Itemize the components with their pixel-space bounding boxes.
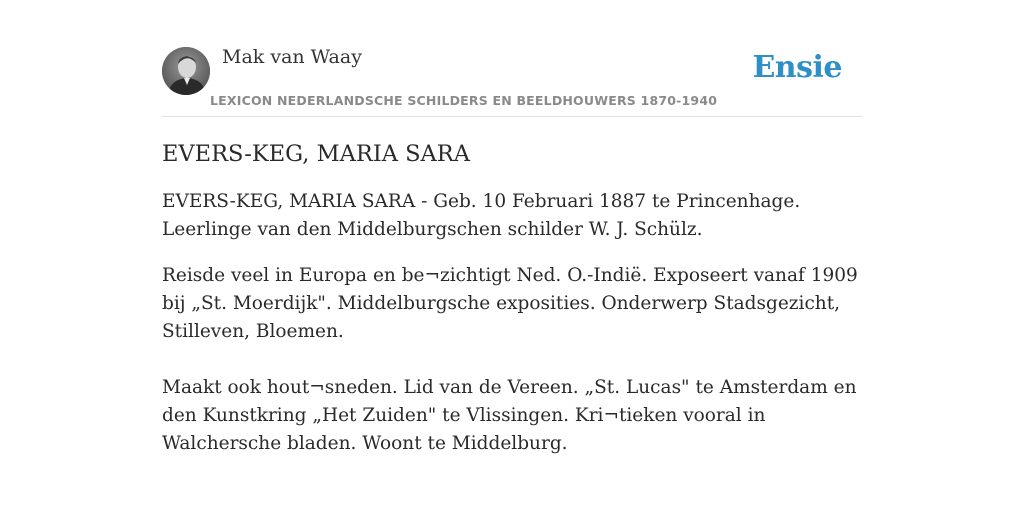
article-title: EVERS-KEG, MARIA SARA: [162, 141, 470, 167]
brand-logo[interactable]: Ensie: [752, 50, 842, 85]
lexicon-subtitle[interactable]: LEXICON NEDERLANDSCHE SCHILDERS EN BEELDHOUWERS 1870-1940: [210, 93, 718, 108]
article: [162, 138, 862, 476]
header: [162, 46, 862, 117]
article-paragraph: Maakt ook hout¬sneden. Lid van de Vereen. „St. Lucas" te Amsterdam en den Kunstkring „Het Zuiden" te Vlissingen. Kri¬tieken vooral in Walchersche bladen. Woont te Middelburg.: [162, 377, 857, 454]
author-name[interactable]: Mak van Waay: [222, 46, 362, 68]
article-paragraph: Reisde veel in Europa en be¬zichtigt Ned. O.-Indië. Exposeert vanaf 1909 bij „St. Moerdijk". Middelburgsche exposities. Onderwerp Stadsgezicht, Stilleven, Bloemen.: [162, 265, 858, 342]
article-paragraph: EVERS-KEG, MARIA SARA - Geb. 10 Februari 1887 te Princenhage. Leerlinge van den Middelburgschen schilder W. J. Schülz.: [162, 191, 801, 240]
portrait-image: [162, 47, 210, 95]
author-avatar[interactable]: [162, 47, 210, 95]
